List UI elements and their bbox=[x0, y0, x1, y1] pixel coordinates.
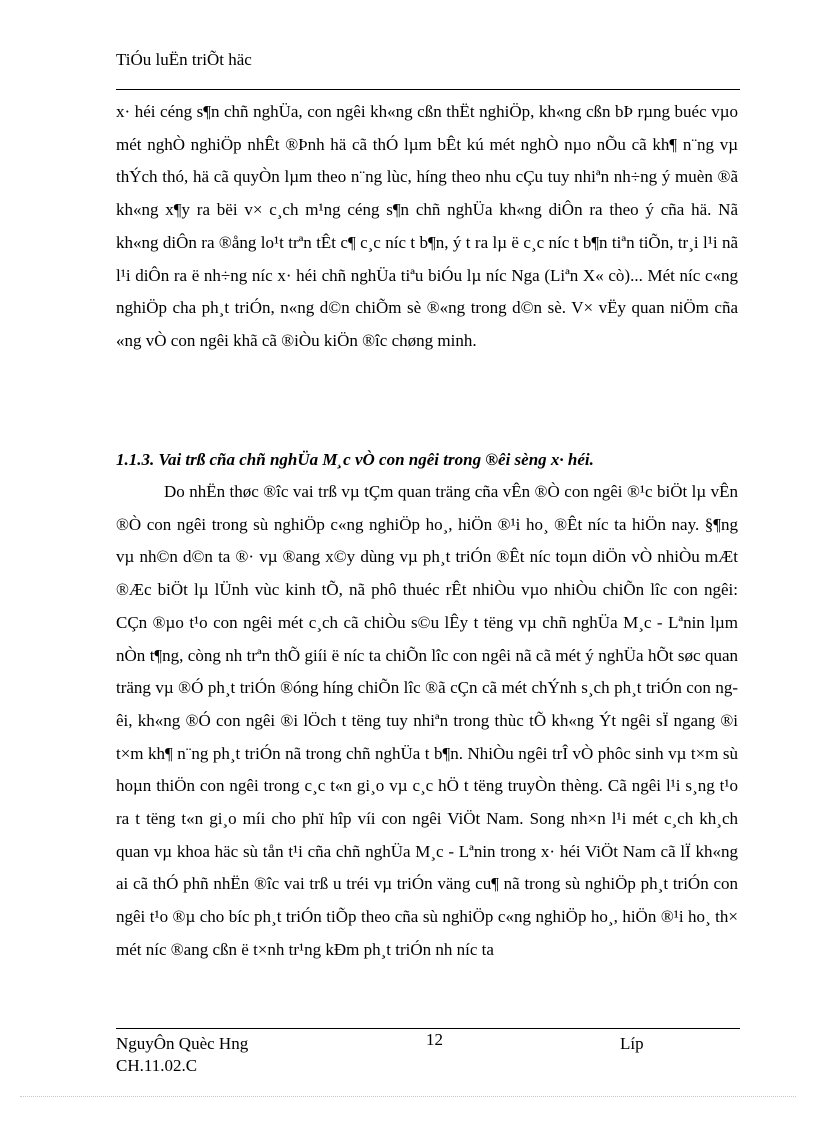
body-paragraph: x· héi céng s¶n chñ nghÜa, con ngêi kh«ng cßn thËt nghiÖp, kh«ng cßn bÞ rµng buéc vµo mét nghÒ nghiÖp nhÊt ®Þnh hä cã thÓ lµm bÊt kú mét nghÒ nµo nÕu cã kh¶ n¨ng vµ thÝch thó, hä cã quyÒn lµm theo n¨ng lùc, híng theo nhu cÇu tuy nhiªn nh÷ng ý muèn ®ã kh«ng x¶y ra bëi v× c¸ch m¹ng céng s¶n chñ nghÜa kh«ng diÔn ra theo ý cña hä. Nã kh«ng diÔn ra ®ång lo¹t trªn tÊt c¶ c¸c níc t b¶n, ý t ra lµ ë c¸c níc t b¶n tiªn tiÕn, tr¸i l¹i nã l¹i diÔn ra ë nh÷ng níc x· héi chñ nghÜa tiªu biÓu lµ níc Nga (Liªn X« cò)... Mét níc c«ng nghiÖp cha ph¸t triÓn, n«ng d©n chiÕm sè ®«ng trong d©n sè. V× vËy quan niÖm cña «ng vÒ con ngêi khã cã ®iÒu kiÖn ®îc chøng minh. bbox=[116, 102, 738, 350]
section-heading: 1.1.3. Vai trß cña chñ nghÜa M¸c vÒ con ngêi trong ®êi sèng x· héi. bbox=[116, 450, 594, 469]
section-2-body bbox=[116, 476, 738, 967]
header-divider bbox=[116, 89, 740, 90]
page-bottom-edge bbox=[20, 1096, 796, 1097]
footer-student-code: CH.11.02.C bbox=[116, 1056, 198, 1075]
running-header-title: TiÓu luËn triÕt häc bbox=[116, 50, 252, 69]
page-number: 12 bbox=[426, 1030, 443, 1049]
section-1-body bbox=[116, 96, 738, 358]
footer-class-label: Líp bbox=[620, 1034, 644, 1053]
footer-divider bbox=[116, 1028, 740, 1029]
body-paragraph: Do nhËn thøc ®îc vai trß vµ tÇm quan träng cña vÊn ®Ò con ngêi ®¹c biÖt lµ vÊn ®Ò con ngêi trong sù nghiÖp c«ng nghiÖp ho¸, hiÖn ®¹i ho¸ ®Êt níc ta hiÖn nay. §¶ng vµ nh©n d©n ta ®· vµ ®ang x©y dùng vµ ph¸t triÓn ®Êt níc toµn diÖn vÒ nhiÒu mÆt ®Æc biÖt lµ lÜnh vùc kinh tÕ, nã phô thuéc rÊt nhiÒu vµo nhiÒu chiÕn lîc con ngêi: CÇn ®µo t¹o con ngêi mét c¸ch cã chiÒu s©u lÊy t tëng vµ chñ nghÜa M¸c - Lªnin lµm nÒn t¶ng, còng nh trªn thÕ giíi ë níc ta chiÕn lîc con ngêi nã cã mét ý nghÜa hÕt søc quan träng vµ ®Ó ph¸t triÓn ®óng híng chiÕn lîc ®ã cÇn cã mét chÝnh s¸ch ph¸t triÓn con ngêi, kh«ng ®Ó con ngêi ®i lÖch t tëng tuy nhiªn trong thùc tÕ kh«ng Ýt ngêi sÏ ngang ®i t×m kh¶ n¨ng ph¸t triÓn nã trong chñ nghÜa t b¶n. NhiÒu ngêi trÎ vÒ phôc sinh vµ t×m sù hoµn thiÖn con ngêi trong c¸c t«n gi¸o vµ c¸c hÖ t tëng truyÒn thèng. Cã ngêi l¹i s¸ng t¹o ra t tëng t«n gi¸o míi cho phï hîp víi con ngêi ViÖt Nam. Song nh×n l¹i mét c¸ch kh¸ch quan vµ khoa häc sù tån t¹i cña chñ nghÜa M¸c - Lªnin trong x· héi ViÖt Nam cã lÏ kh«ng ai cã thÓ phñ nhËn ®îc vai trß u tréi vµ triÓn väng cu¶ nã trong sù nghiÖp ph¸t triÓn con ngêi t¹o ®µ cho bíc ph¸t triÓn tiÕp theo cña sù nghiÖp c«ng nghiÖp ho¸, hiÖn ®¹i ho¸ th× mét níc ®ang cßn ë t×nh tr¹ng kÐm ph¸t triÓn nh níc ta bbox=[116, 482, 738, 959]
footer-author: NguyÔn Quèc Hng bbox=[116, 1034, 249, 1053]
